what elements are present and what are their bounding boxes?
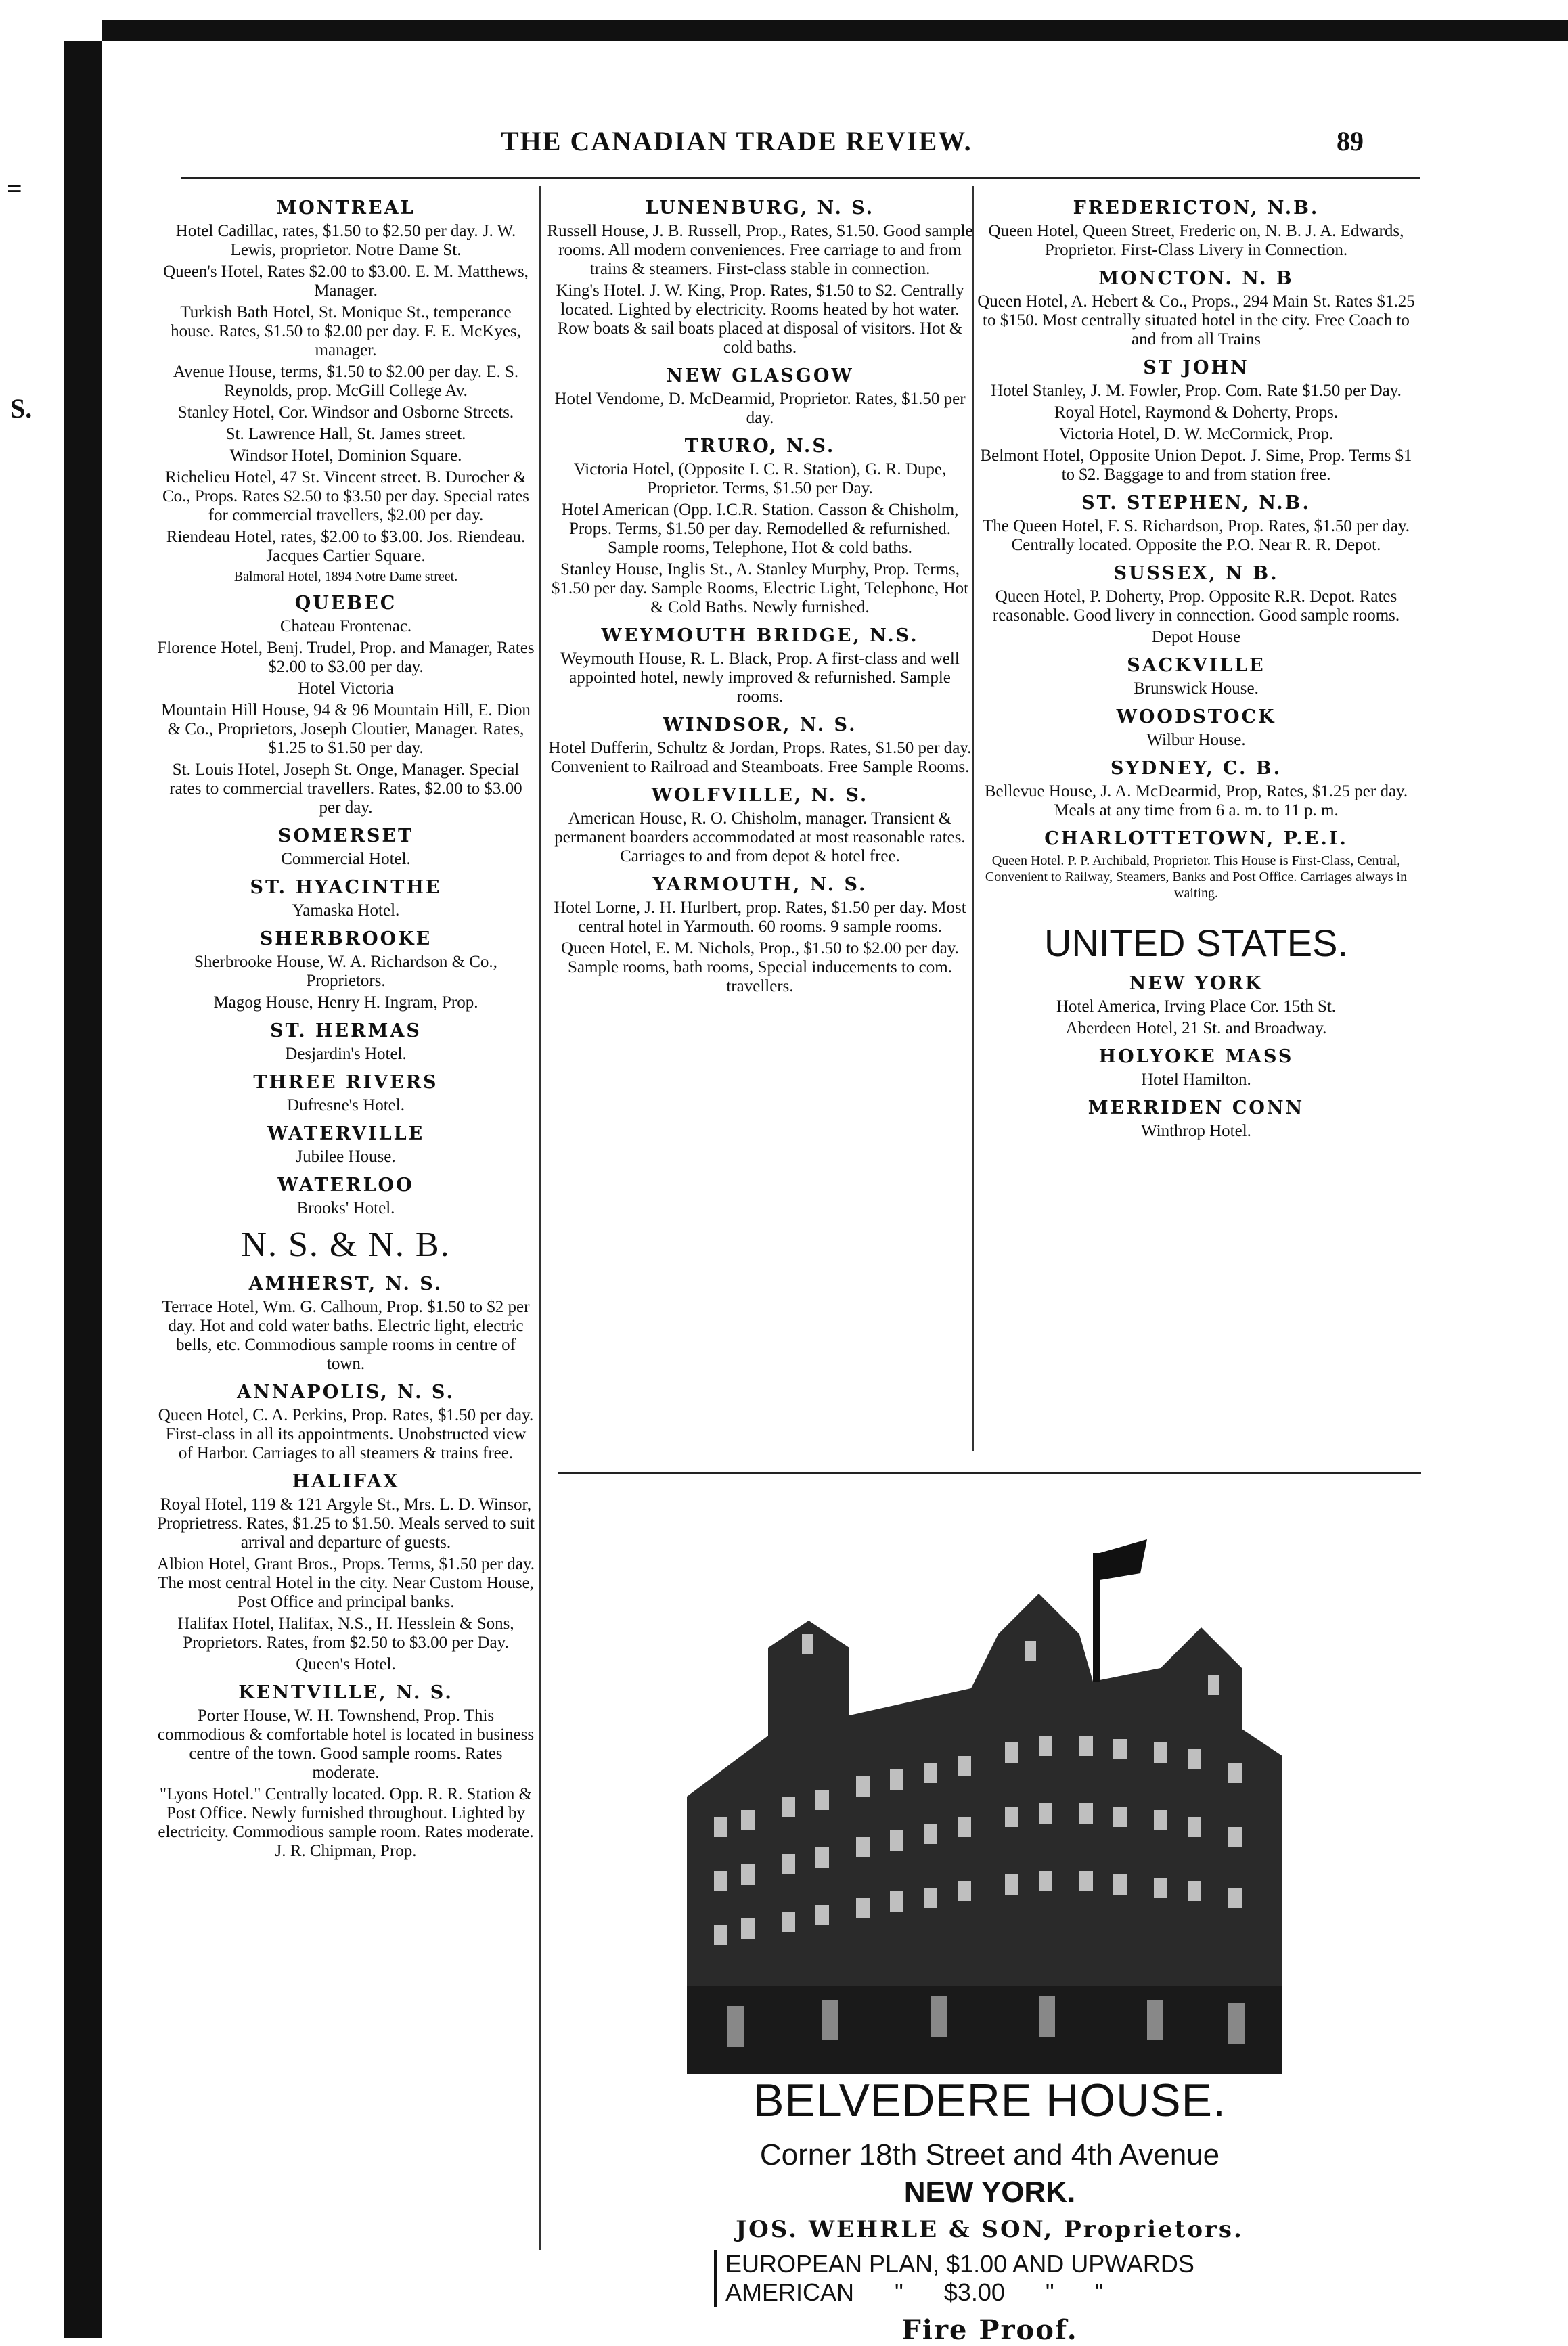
place-heading: WATERVILLE bbox=[267, 1123, 425, 1144]
hotel-listing: The Queen Hotel, F. S. Richardson, Prop. Rates, $1.50 per day. Centrally located. Opposite the P.O. Near R. R. Depot. bbox=[983, 517, 1410, 554]
hotel-listing: Stanley Hotel, Cor. Windsor and Osborne Streets. bbox=[177, 403, 514, 422]
hotel-listing: Russell House, J. B. Russell, Prop., Rates, $1.50. Good sample rooms. All modern conveniences. Free carriage to and from trains & steamers. First-class stable in connection. bbox=[547, 222, 973, 278]
place-heading: NEW GLASGOW bbox=[666, 365, 854, 386]
hotel-building-illustration bbox=[687, 1512, 1282, 2074]
hotel-listing: Brooks' Hotel. bbox=[296, 1199, 395, 1217]
place-heading: AMHERST, N. S. bbox=[248, 1273, 443, 1294]
hotel-listing: Windsor Hotel, Dominion Square. bbox=[229, 447, 462, 465]
advert-top-rule bbox=[558, 1472, 1421, 1474]
place-heading: MONCTON. N. B bbox=[1098, 268, 1294, 289]
place-heading: SACKVILLE bbox=[1127, 655, 1265, 676]
hotel-listing: Queen Hotel, A. Hebert & Co., Props., 294 Main St. Rates $1.25 to $150. Most centrally situated hotel in the city. Free Coach to and from all Trains bbox=[977, 292, 1415, 348]
hotel-listing: Queen Hotel, E. M. Nichols, Prop., $1.50 to $2.00 per day. Sample rooms, bath rooms, Special inducements to com. travellers. bbox=[561, 939, 959, 995]
hotel-listing: Avenue House, terms, $1.50 to $2.00 per day. E. S. Reynolds, prop. McGill College Av. bbox=[173, 363, 519, 400]
hotel-listing: Balmoral Hotel, 1894 Notre Dame street. bbox=[233, 569, 458, 584]
hotel-listing: Dufresne's Hotel. bbox=[287, 1096, 405, 1114]
hotel-listing: Queen Hotel, C. A. Perkins, Prop. Rates, $1.50 per day. First-class in all its appointments. Unobstructed view of Harbor. Carriages to all steamers & trains free. bbox=[158, 1406, 534, 1462]
hotel-listing: Bellevue House, J. A. McDearmid, Prop, Rates, $1.25 per day. Meals at any time from 6 a. m. to 11 p. m. bbox=[984, 782, 1408, 819]
hotel-listing: Turkish Bath Hotel, St. Monique St., temperance house. Rates, $1.50 to $2.00 per day. F. E. McKyes, manager. bbox=[171, 303, 521, 359]
hotel-listing: Queen's Hotel, Rates $2.00 to $3.00. E. M. Matthews, Manager. bbox=[163, 263, 529, 300]
hotel-listing: Commercial Hotel. bbox=[281, 850, 411, 868]
hotel-listing: Sherbrooke House, W. A. Richardson & Co., Proprietors. bbox=[194, 953, 497, 990]
column-divider bbox=[539, 186, 541, 2250]
hotel-listing: Magog House, Henry H. Ingram, Prop. bbox=[213, 993, 478, 1012]
place-heading: LUNENBURG, N. S. bbox=[645, 198, 875, 219]
place-heading: SUSSEX, N B. bbox=[1113, 563, 1279, 584]
advert-proprietors: JOS. WEHRLE & SON, Proprietors. bbox=[736, 2216, 1244, 2243]
hotel-listing: Yamaska Hotel. bbox=[292, 901, 400, 920]
hotel-listing: Weymouth House, R. L. Black, Prop. A first-class and well appointed hotel, newly improved & refurnished. Sample rooms. bbox=[560, 650, 960, 706]
hotel-listing: Queen's Hotel. bbox=[296, 1655, 396, 1673]
place-heading: ST. HYACINTHE bbox=[250, 877, 442, 898]
page-header-title: THE CANADIAN TRADE REVIEW. bbox=[501, 126, 972, 156]
country-heading: UNITED STATES. bbox=[1044, 922, 1349, 964]
place-heading: ST JOHN bbox=[1143, 357, 1249, 378]
place-heading: SOMERSET bbox=[277, 826, 414, 847]
place-heading: HALIFAX bbox=[292, 1471, 400, 1492]
place-heading: TRURO, N.S. bbox=[684, 436, 836, 457]
hotel-listing: Riendeau Hotel, rates, $2.00 to $3.00. Jos. Riendeau. Jacques Cartier Square. bbox=[166, 528, 526, 565]
plan-american: AMERICAN " $3.00 " " bbox=[725, 2278, 1104, 2306]
hotel-listing: Stanley House, Inglis St., A. Stanley Murphy, Prop. Terms, $1.50 per day. Sample Rooms, Electric Light, Telephone, Hot & Cold Baths. Newly furnished. bbox=[551, 560, 969, 616]
hotel-listing: Hotel American (Opp. I.C.R. Station. Casson & Chisholm, Props. Terms, $1.50 per day. Remodelled & refurnished. Sample rooms, Telephone, Hot & cold baths. bbox=[561, 501, 959, 557]
place-heading: THREE RIVERS bbox=[253, 1072, 439, 1093]
column-left bbox=[157, 189, 535, 1864]
page-scan-top-border bbox=[102, 20, 1568, 41]
hotel-listing: St. Lawrence Hall, St. James street. bbox=[225, 425, 466, 443]
place-heading: QUEBEC bbox=[294, 593, 397, 614]
place-heading: MONTREAL bbox=[276, 198, 416, 219]
header-rule bbox=[181, 177, 1420, 179]
advert-city: NEW YORK. bbox=[903, 2175, 1076, 2209]
place-heading: ST. STEPHEN, N.B. bbox=[1081, 493, 1311, 514]
place-heading: WINDSOR, N. S. bbox=[663, 715, 857, 736]
hotel-listing: Victoria Hotel, (Opposite I. C. R. Station), G. R. Dupe, Proprietor. Terms, $1.50 per Day. bbox=[573, 460, 947, 497]
hotel-listing: Hotel Cadillac, rates, $1.50 to $2.50 per day. J. W. Lewis, proprietor. Notre Dame St. bbox=[175, 222, 516, 259]
place-heading: WATERLOO bbox=[277, 1175, 414, 1196]
place-heading: YARMOUTH, N. S. bbox=[652, 874, 868, 895]
place-heading: KENTVILLE, N. S. bbox=[238, 1682, 453, 1703]
place-heading: ANNAPOLIS, N. S. bbox=[237, 1382, 455, 1403]
hotel-listing: St. Louis Hotel, Joseph St. Onge, Manager. Special rates to commercial travellers. Rates, $2.00 to $3.00 per day. bbox=[169, 761, 522, 817]
hotel-listing: Halifax Hotel, Halifax, N.S., H. Hesslein & Sons, Proprietors. Rates, from $2.50 to $3.00 per Day. bbox=[177, 1615, 514, 1652]
hotel-listing: Winthrop Hotel. bbox=[1141, 1122, 1251, 1140]
hotel-listing: King's Hotel. J. W. King, Prop. Rates, $1.50 to $2. Centrally located. Lighted by electricity. Rooms heated by hot water. Row boats & sail boats placed at disposal of visitors. Hot & cold baths. bbox=[556, 281, 964, 357]
hotel-listing: Royal Hotel, 119 & 121 Argyle St., Mrs. L. D. Winsor, Proprietress. Rates, $1.25 to $1.50. Meals served to suit arrival and departure of guests. bbox=[157, 1495, 535, 1552]
hotel-listing: Aberdeen Hotel, 21 St. and Broadway. bbox=[1065, 1019, 1327, 1037]
hotel-listing: Hotel Vendome, D. McDearmid, Proprietor. Rates, $1.50 per day. bbox=[554, 390, 966, 427]
hotel-listing: Jubilee House. bbox=[296, 1148, 396, 1166]
page-number: 89 bbox=[1337, 126, 1364, 156]
hotel-listing: Depot House bbox=[1151, 628, 1241, 646]
hotel-listing: Hotel Stanley, J. M. Fowler, Prop. Com. Rate $1.50 per Day. bbox=[991, 382, 1402, 400]
advert-address: Corner 18th Street and 4th Avenue bbox=[759, 2138, 1220, 2171]
hotel-listing: Mountain Hill House, 94 & 96 Mountain Hill, E. Dion & Co., Proprietors, Joseph Cloutier, Manager. Rates, $1.25 to $1.50 per day. bbox=[161, 701, 531, 757]
hotel-listing: Hotel Hamilton. bbox=[1141, 1070, 1251, 1089]
hotel-listing: Hotel America, Irving Place Cor. 15th St. bbox=[1056, 997, 1337, 1016]
belvedere-advertisement bbox=[558, 1479, 1421, 2346]
place-heading: WOODSTOCK bbox=[1116, 706, 1276, 727]
hotel-listing: Chateau Frontenac. bbox=[279, 617, 412, 635]
place-heading: SHERBROOKE bbox=[259, 928, 432, 949]
hotel-listing: Hotel Lorne, J. H. Hurlbert, prop. Rates, $1.50 per day. Most central hotel in Yarmouth. 60 rooms. 9 sample rooms. bbox=[554, 899, 966, 936]
place-heading: NEW YORK bbox=[1129, 973, 1263, 994]
margin-mark: S. bbox=[10, 393, 32, 424]
column-right bbox=[975, 189, 1418, 1144]
hotel-listing: Terrace Hotel, Wm. G. Calhoun, Prop. $1.50 to $2 per day. Hot and cold water baths. Electric light, electric bells, etc. Commodious sample rooms in centre of town. bbox=[162, 1298, 530, 1373]
hotel-listing: Florence Hotel, Benj. Trudel, Prop. and Manager, Rates $2.00 to $3.00 per day. bbox=[157, 639, 535, 676]
hotel-listing: "Lyons Hotel." Centrally located. Opp. R. R. Station & Post Office. Newly furnished throughout. Lighted by electricity. Commodious sample room. Rates moderate. J. R. Chipman, Prop. bbox=[158, 1785, 534, 1860]
column-middle bbox=[547, 189, 973, 999]
hotel-listing: Hotel Victoria bbox=[298, 679, 394, 698]
hotel-listing: Desjardin's Hotel. bbox=[285, 1045, 407, 1063]
hotel-listing: Wilbur House. bbox=[1146, 731, 1246, 749]
region-heading: N. S. & N. B. bbox=[241, 1225, 451, 1264]
place-heading: HOLYOKE MASS bbox=[1098, 1046, 1294, 1067]
hotel-listing: Victoria Hotel, D. W. McCormick, Prop. bbox=[1058, 425, 1334, 443]
place-heading: WOLFVILLE, N. S. bbox=[651, 785, 869, 806]
place-heading: SYDNEY, C. B. bbox=[1110, 758, 1282, 779]
advert-rate-plans bbox=[714, 2250, 1194, 2307]
hotel-listing: Richelieu Hotel, 47 St. Vincent street. B. Durocher & Co., Props. Rates $2.50 to $3.50 per day. Special rates for commercial travellers, $2.00 per day. bbox=[162, 468, 530, 524]
hotel-listing: American House, R. O. Chisholm, manager. Transient & permanent boarders accommodated at most reasonable rates. Carriages to and from depot & hotel free. bbox=[554, 809, 966, 865]
place-heading: FREDERICTON, N.B. bbox=[1073, 198, 1320, 219]
margin-mark: = bbox=[7, 173, 22, 204]
advert-title: BELVEDERE HOUSE. bbox=[753, 2075, 1226, 2126]
place-heading: WEYMOUTH BRIDGE, N.S. bbox=[601, 625, 919, 646]
page-scan-left-border bbox=[64, 41, 102, 2338]
hotel-listing: Royal Hotel, Raymond & Doherty, Props. bbox=[1054, 403, 1339, 422]
plan-european: EUROPEAN PLAN, $1.00 AND UPWARDS bbox=[725, 2250, 1194, 2278]
place-heading: ST. HERMAS bbox=[270, 1020, 422, 1041]
hotel-listing: Brunswick House. bbox=[1134, 679, 1259, 698]
hotel-listing: Queen Hotel. P. P. Archibald, Proprietor. This House is First-Class, Central, Convenient to Railway, Steamers, Banks and Post Office. Carriages always in waiting. bbox=[985, 853, 1408, 901]
hotel-listing: Hotel Dufferin, Schultz & Jordan, Props. Rates, $1.50 per day. Convenient to Railroad and Steamboats. Free Sample Rooms. bbox=[548, 739, 972, 776]
advert-tagline: Fire Proof. bbox=[901, 2314, 1078, 2346]
hotel-listing: Albion Hotel, Grant Bros., Props. Terms, $1.50 per day. The most central Hotel in the city. Near Custom House, Post Office and principal banks. bbox=[157, 1555, 535, 1611]
hotel-listing: Porter House, W. H. Townshend, Prop. This commodious & comfortable hotel is located in business centre of the town. Good sample rooms. Rates moderate. bbox=[157, 1707, 535, 1782]
hotel-listing: Queen Hotel, Queen Street, Frederic on, N. B. J. A. Edwards, Proprietor. First-Class Livery in Connection. bbox=[988, 222, 1404, 259]
hotel-listing: Belmont Hotel, Opposite Union Depot. J. Sime, Prop. Terms $1 to $2. Baggage to and from station free. bbox=[980, 447, 1412, 484]
hotel-listing: Queen Hotel, P. Doherty, Prop. Opposite R.R. Depot. Rates reasonable. Good livery in connection. Good sample rooms. bbox=[992, 587, 1400, 625]
place-heading: MERRIDEN CONN bbox=[1088, 1098, 1305, 1119]
place-heading: CHARLOTTETOWN, P.E.I. bbox=[1044, 828, 1348, 849]
